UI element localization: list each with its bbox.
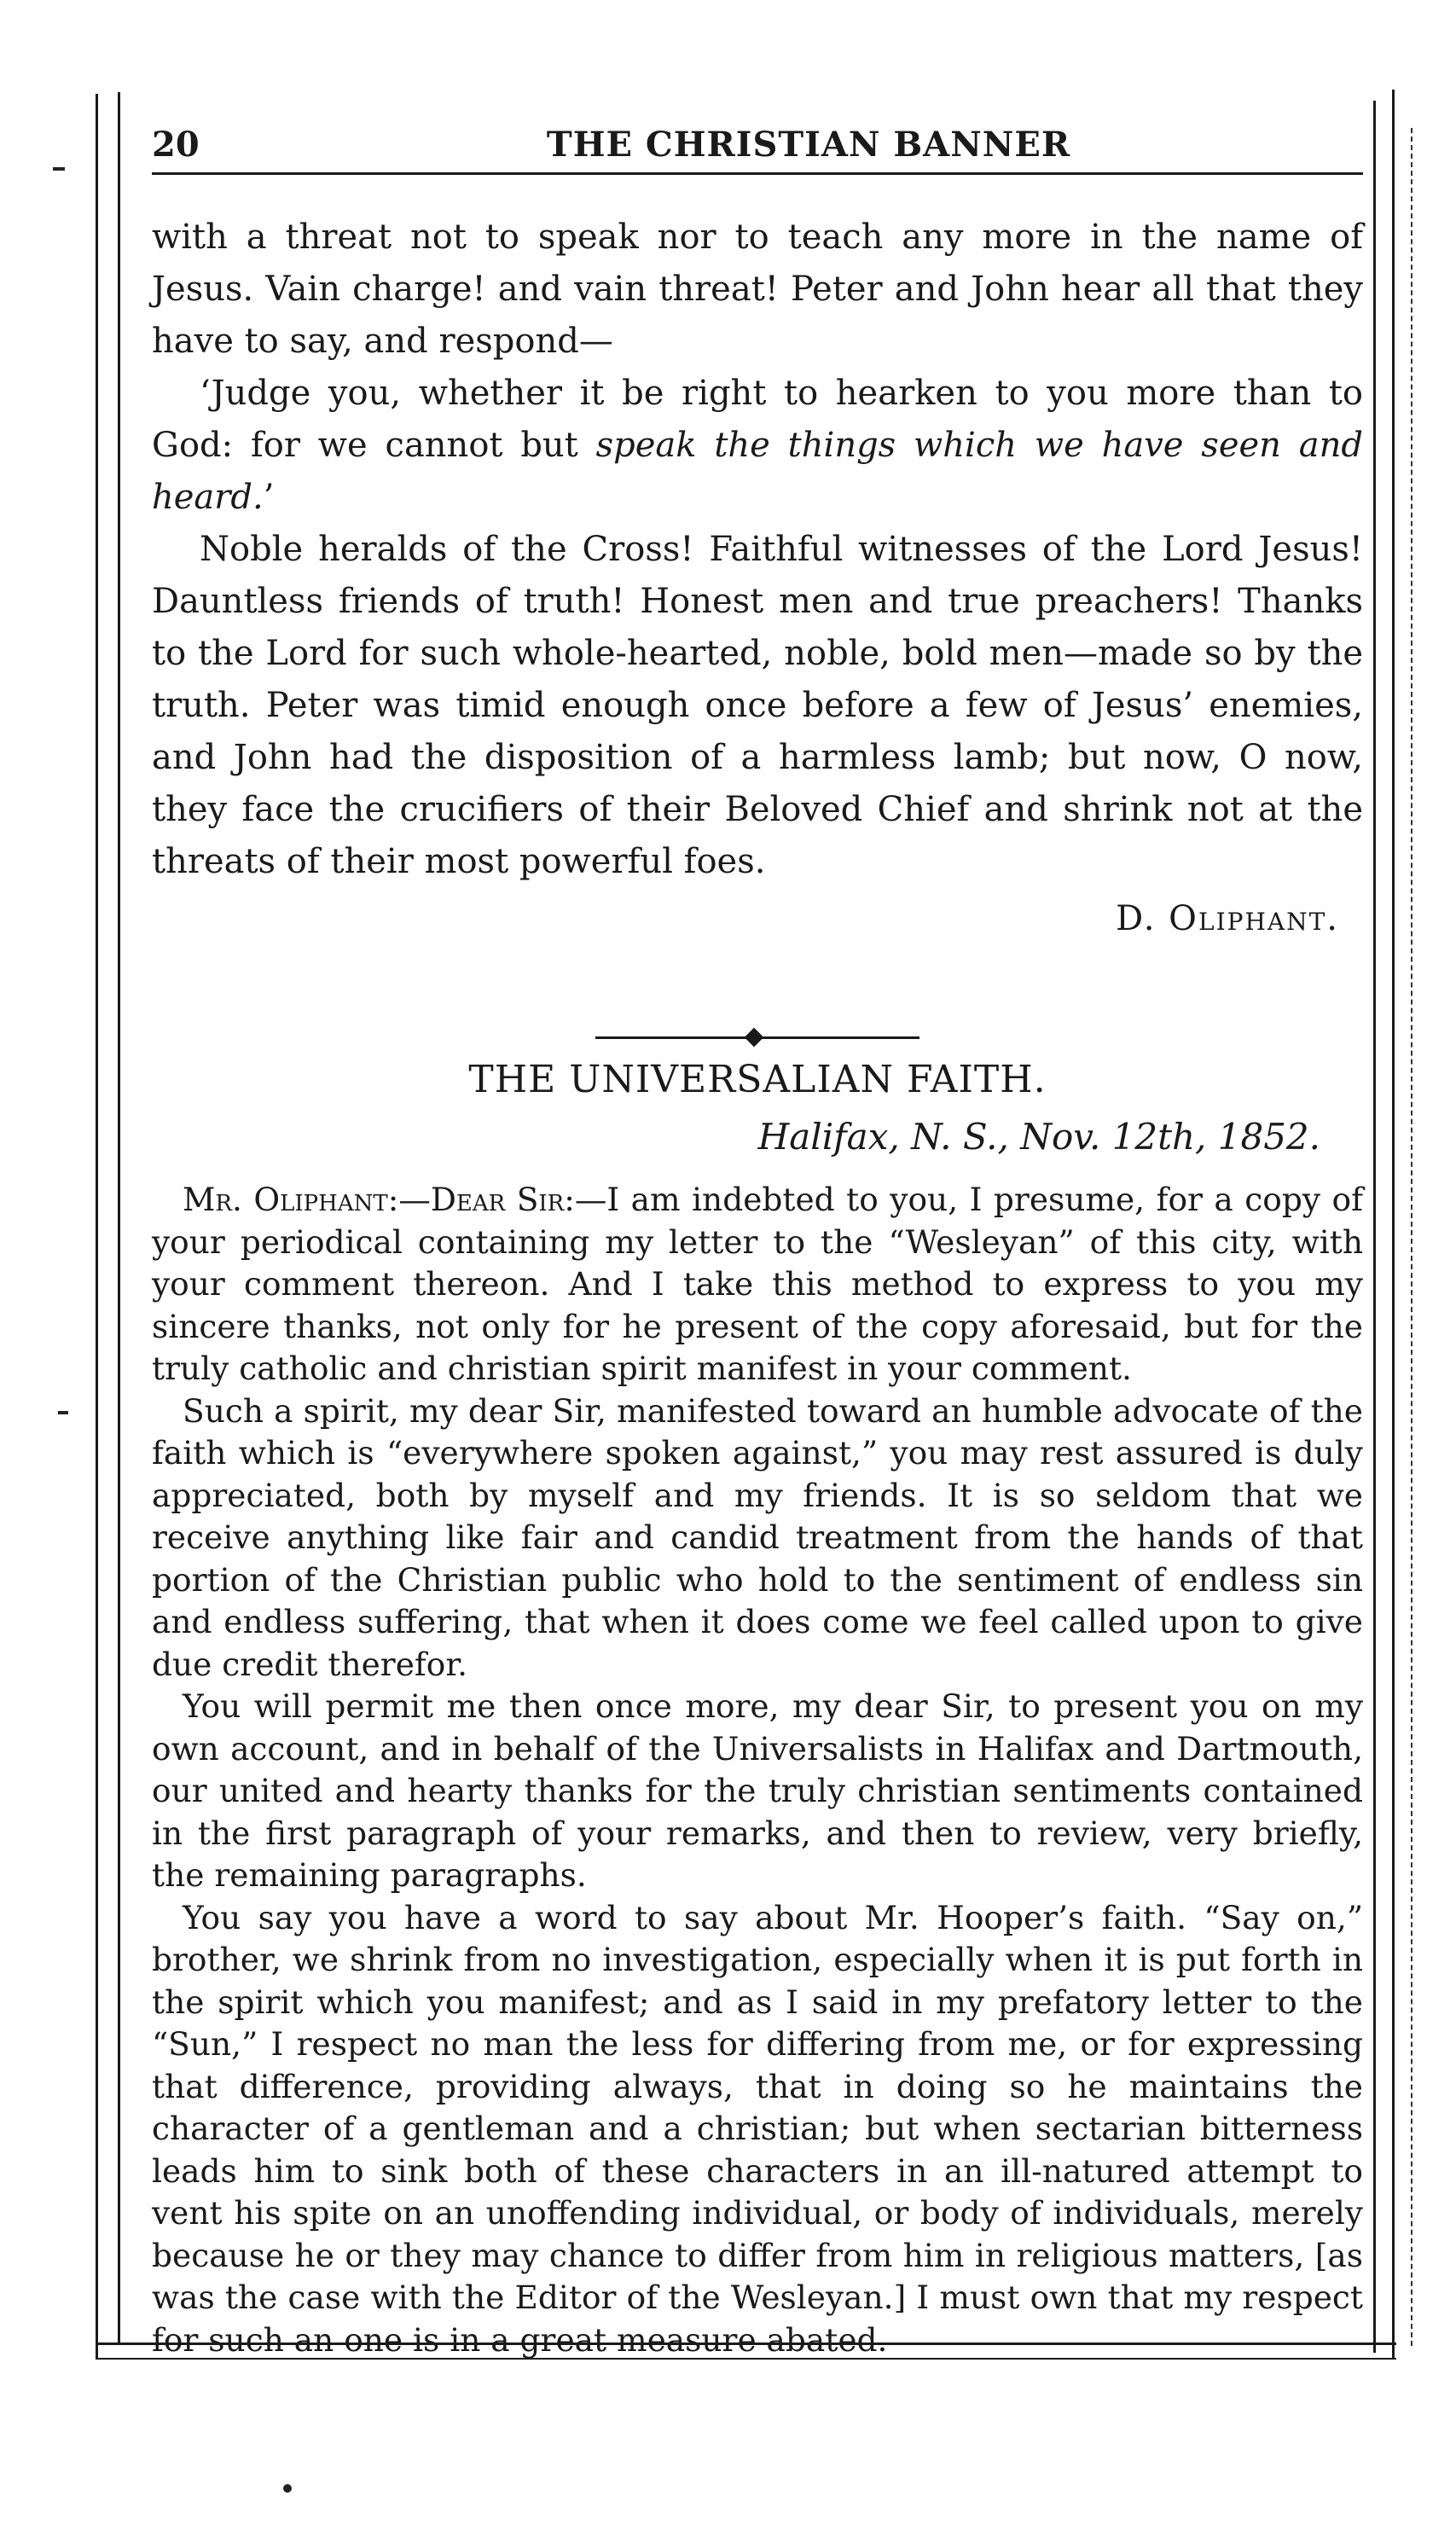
letter-paragraph-3: You will permit me then once more, my dear Sir, to present you on my own account, and in behalf of the Universalists in Halifax and Dartmouth, our united and hearty thanks for the truly christian sentiments contained in the first paragraph of your remarks, and then to review, very briefly, the remaining paragraphs. [152, 1687, 1363, 1894]
letter-paragraph-4: You say you have a word to say about Mr. Hooper’s faith. “Say on,” brother, we shrink from no investigation, especially when it is put forth in the spirit which you manifest; and as I said in my prefatory letter to the “Sun,” I respect no man the less for differing from me, or for expressing that difference, providing always, that in doing so he maintains the character of a gentleman and a christian; but when sectarian bitterness leads him to sink both of these characters in an ill-natured attempt to vent his spite on an unoffending individual, or body of individuals, merely because he or they may chance to differ from him in religious matters, [as was the case with the Editor of the Wesleyan.] I must own that my respect for such an one is in a great measure abated. [152, 1898, 1363, 2359]
speck-bottom [283, 2484, 292, 2493]
page-number: 20 [152, 125, 200, 165]
article-continuation [152, 212, 1363, 945]
header-rule [152, 172, 1363, 175]
letter-paragraph-1 [152, 1179, 1363, 1390]
salutation: Mr. Oliphant:—Dear Sir:— [183, 1181, 607, 1218]
divider-ornament [745, 1028, 764, 1048]
author-signature: D. Oliphant. [1116, 899, 1339, 938]
article-title: THE UNIVERSALIAN FAITH. [468, 1058, 1047, 1101]
section-divider [595, 1029, 919, 1046]
article1-paragraph-1: with a threat not to speak nor to teach any more in the name of Jesus. Vain charge! and vain threat! Peter and John hear all that they have to say, and respond— [152, 218, 1363, 361]
frame-left-inner [118, 92, 120, 2344]
frame-left-outer [96, 94, 98, 2359]
quote-end: ’ [263, 478, 275, 517]
journal-title: THE CHRISTIAN BANNER [546, 125, 1071, 165]
frame-right-outer [1392, 90, 1395, 2359]
letter-paragraph-1-text: I am indebted to you, I presume, for a copy of your periodical containing my letter to the “Wesleyan” of this city, with your comment thereon. And I take this method to express to you my sincere thanks, not only for he present of the copy aforesaid, but for the truly catholic and christian spirit manifest in your comment. [152, 1181, 1363, 1387]
frame-right-dashed [1411, 128, 1412, 2346]
frame-right-inner [1373, 101, 1376, 2353]
running-head [152, 109, 1363, 169]
quote-start: ‘Judge you, whether it be right to hearken to you more than to God: for we cannot but [152, 374, 1363, 465]
quote-italic: speak the things which we have seen and heard. [152, 426, 1363, 517]
article1-paragraph-3: Noble heralds of the Cross! Faithful witnesses of the Lord Jesus! Dauntless friends of truth! Honest men and true preachers! Thanks to the Lord for such whole-hearted, noble, bold men—made so by the truth. Peter was timid enough once before a few of Jesus’ enemies, and John had the disposition of a harmless lamb; but now, O now, they face the crucifiers of their Beloved Chief and shrink not at the threats of their most powerful foes. [152, 530, 1363, 881]
margin-mark-top [53, 167, 65, 171]
letter-paragraph-2: Such a spirit, my dear Sir, manifested toward an humble advocate of the faith which is “everywhere spoken against,” you may rest assured is duly appreciated, both by myself and my friends. It is so seldom that we receive anything like fair and candid treatment from the hands of that portion of the Christian public who hold to the sentiment of endless sin and endless suffering, that when it does come we feel called upon to give due credit therefor. [152, 1391, 1363, 1683]
dateline: Halifax, N. S., Nov. 12th, 1852. [757, 1116, 1320, 1158]
margin-mark-middle [58, 1411, 68, 1414]
letter-body [152, 1179, 1363, 2361]
page [152, 109, 1363, 2359]
article1-paragraph-2 [152, 368, 1363, 524]
